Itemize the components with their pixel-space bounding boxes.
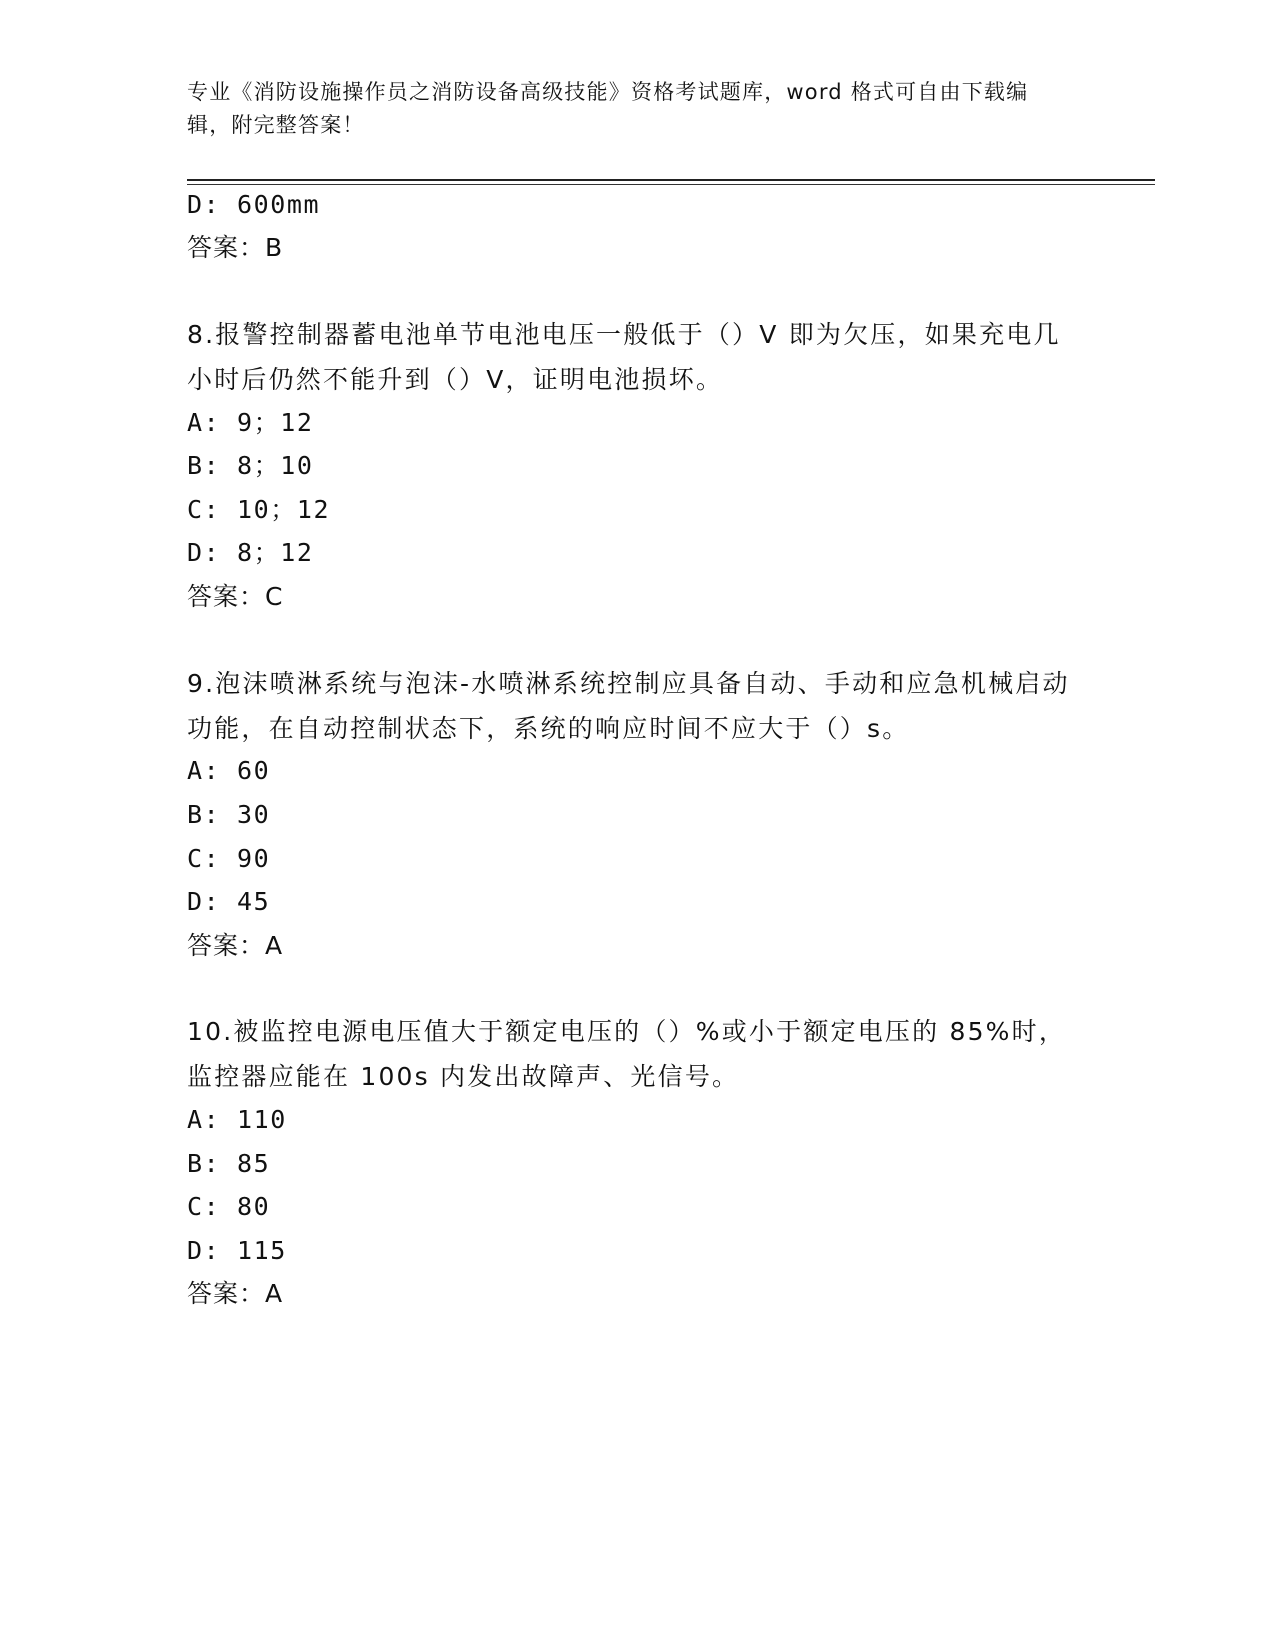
question-9-option-c: C: 90 [187, 844, 271, 873]
prev-question-answer: 答案：B [187, 233, 284, 262]
question-8-answer: 答案：C [187, 582, 284, 611]
question-10-answer: 答案：A [187, 1279, 284, 1308]
question-9-answer: 答案：A [187, 931, 284, 960]
question-9-text: 9.泡沫喷淋系统与泡沫-水喷淋系统控制应具备自动、手动和应急机械启动功能，在自动控制状态下，系统的响应时间不应大于（）s。 [187, 669, 1070, 743]
question-8-text: 8.报警控制器蓄电池单节电池电压一般低于（）V 即为欠压，如果充电几小时后仍然不能升到（）V，证明电池损坏。 [187, 320, 1061, 394]
header-rule-thick [187, 179, 1155, 181]
header-rule-thin [187, 184, 1155, 185]
question-9-option-b: B: 30 [187, 800, 271, 829]
question-10-option-b: B: 85 [187, 1149, 271, 1178]
question-9-option-d: D: 45 [187, 887, 271, 916]
question-10-text: 10.被监控电源电压值大于额定电压的（）%或小于额定电压的 85%时，监控器应能在 100s 内发出故障声、光信号。 [187, 1017, 1067, 1091]
document-header: 专业《消防设施操作员之消防设备高级技能》资格考试题库，word 格式可自由下载编辑，附完整答案！ [187, 80, 1029, 137]
question-9-option-a: A: 60 [187, 756, 271, 785]
question-8-option-a: A: 9；12 [187, 408, 314, 437]
question-8-option-d: D: 8；12 [187, 538, 314, 567]
question-10-option-a: A: 110 [187, 1105, 287, 1134]
question-8-option-b: B: 8；10 [187, 451, 314, 480]
question-8-option-c: C: 10；12 [187, 495, 331, 524]
prev-question-option-d: D: 600mm [187, 190, 321, 219]
question-10-option-d: D: 115 [187, 1236, 287, 1265]
question-10-option-c: C: 80 [187, 1192, 271, 1221]
